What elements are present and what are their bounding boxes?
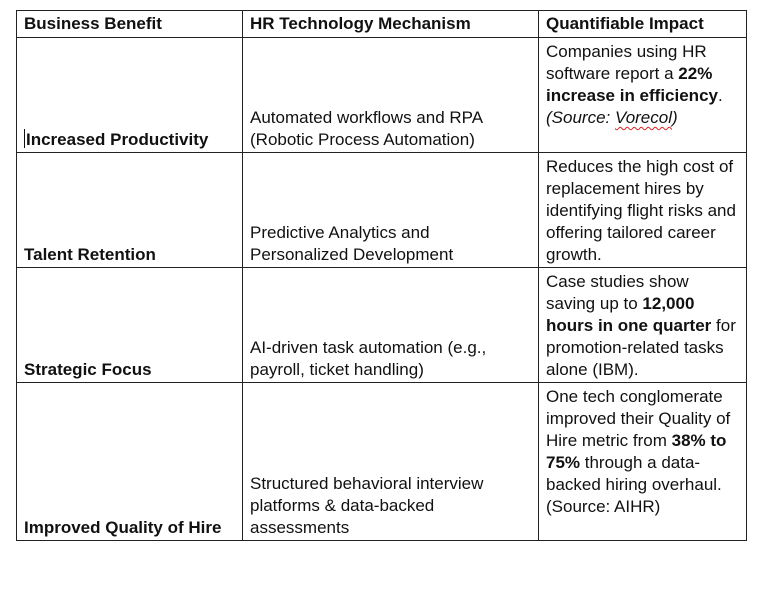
- spellcheck-flagged-word[interactable]: Vorecol: [614, 108, 672, 127]
- impact-cell[interactable]: [539, 268, 747, 383]
- mechanism-cell[interactable]: Predictive Analytics and Personalized Development: [243, 153, 539, 268]
- benefit-text: Increased Productivity: [26, 130, 209, 149]
- impact-text: Case studies show saving up to: [546, 272, 689, 313]
- impact-text: One tech conglomerate improved their Quality of Hire metric from: [546, 387, 731, 450]
- table-row: [17, 153, 747, 268]
- impact-text: Companies using HR software report a: [546, 42, 707, 83]
- impact-cell[interactable]: [539, 38, 747, 153]
- impact-source-prefix: (Source:: [546, 108, 615, 127]
- benefit-cell[interactable]: Improved Quality of Hire: [17, 383, 243, 541]
- table-row: [17, 383, 747, 541]
- header-hr-technology-mechanism[interactable]: HR Technology Mechanism: [243, 11, 539, 38]
- document-table-container: [16, 10, 747, 541]
- impact-highlight: 22% increase in efficiency: [546, 64, 718, 105]
- mechanism-cell[interactable]: Structured behavioral interview platforms & data-backed assessments: [243, 383, 539, 541]
- table-row: [17, 268, 747, 383]
- impact-punct: .: [717, 86, 723, 105]
- impact-source-suffix: ): [672, 108, 678, 127]
- mechanism-cell[interactable]: AI-driven task automation (e.g., payroll, ticket handling): [243, 268, 539, 383]
- impact-highlight: 38% to 75%: [546, 431, 727, 472]
- impact-text-end: through a data-backed hiring overhaul. (Source: AIHR): [546, 453, 722, 516]
- mechanism-cell[interactable]: Automated workflows and RPA (Robotic Process Automation): [243, 38, 539, 153]
- table-header-row: [17, 11, 747, 38]
- hr-benefits-table: [16, 10, 747, 541]
- impact-source: [546, 108, 678, 127]
- text-cursor: [24, 129, 25, 148]
- benefit-cell[interactable]: [17, 38, 243, 153]
- header-business-benefit[interactable]: Business Benefit: [17, 11, 243, 38]
- impact-highlight: 12,000 hours in one quarter: [546, 294, 712, 335]
- impact-cell[interactable]: [539, 383, 747, 541]
- benefit-cell[interactable]: Talent Retention: [17, 153, 243, 268]
- header-quantifiable-impact[interactable]: Quantifiable Impact: [539, 11, 747, 38]
- impact-text-end: for promotion-related tasks alone (IBM).: [546, 316, 736, 379]
- table-row: [17, 38, 747, 153]
- impact-cell[interactable]: Reduces the high cost of replacement hires by identifying flight risks and offering tailored career growth.: [539, 153, 747, 268]
- benefit-cell[interactable]: Strategic Focus: [17, 268, 243, 383]
